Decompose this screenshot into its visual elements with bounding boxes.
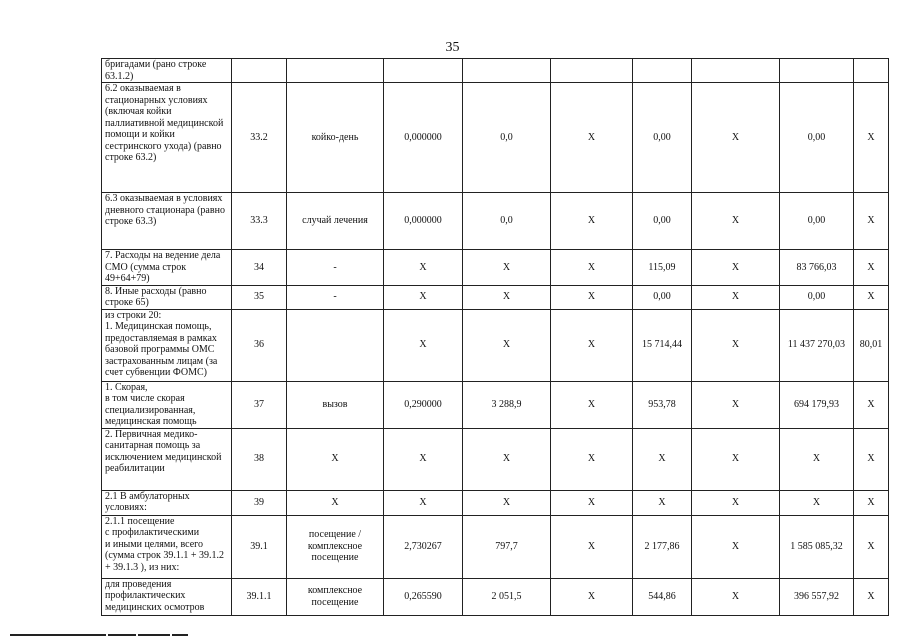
table-cell: X [551,428,633,490]
table-cell: X [854,490,889,515]
table-cell: посещение / комплексное посещение [287,515,384,578]
table-cell [633,59,692,83]
table-cell: - [287,285,384,309]
table-cell: X [854,578,889,615]
table-cell: 39 [232,490,287,515]
table-row [102,515,889,578]
table-cell: X [463,285,551,309]
data-table [101,58,889,616]
table-cell: X [633,490,692,515]
table-cell: X [551,515,633,578]
table-cell: 0,000000 [384,83,463,193]
table-cell: 2,730267 [384,515,463,578]
table-cell: X [287,490,384,515]
table-cell: X [384,285,463,309]
table-cell: 2 177,86 [633,515,692,578]
table-cell: 0,00 [633,193,692,250]
table-cell: 0,00 [780,285,854,309]
table-cell: X [854,381,889,428]
table-cell: 797,7 [463,515,551,578]
row-description-cell: 7. Расходы на ведение дела СМО (сумма строк 49+64+79) [102,250,232,286]
table-row [102,578,889,615]
table-cell: X [551,83,633,193]
table-row [102,250,889,286]
table-cell: X [854,83,889,193]
table-cell [551,59,633,83]
table-cell [384,59,463,83]
table-cell: 3 288,9 [463,381,551,428]
table-cell: X [384,309,463,381]
table-cell: 11 437 270,03 [780,309,854,381]
footer-rule [10,634,106,636]
table-cell: X [551,250,633,286]
table-cell: X [692,490,780,515]
table-cell: 115,09 [633,250,692,286]
table-cell: 33.2 [232,83,287,193]
table-cell: X [692,578,780,615]
table-cell: X [692,309,780,381]
table-cell: X [551,193,633,250]
table-cell: X [551,381,633,428]
table-cell [287,309,384,381]
table-cell: X [692,515,780,578]
table-cell [692,59,780,83]
table-cell: X [692,381,780,428]
table-cell: X [551,490,633,515]
table-cell: X [384,250,463,286]
table-cell: вызов [287,381,384,428]
table-cell [287,59,384,83]
row-description-cell: из строки 20: 1. Медицинская помощь, предоставляемая в рамках базовой программы ОМС застрахованным лицам (за счет субвенции ФОМС) [102,309,232,381]
table-cell: 544,86 [633,578,692,615]
table-cell: 80,01 [854,309,889,381]
table-cell: X [463,250,551,286]
table-cell: X [854,428,889,490]
table-cell: X [854,250,889,286]
row-description-cell: 1. Скорая, в том числе скорая специализированная, медицинская помощь [102,381,232,428]
page-number: 35 [445,40,460,55]
table-row [102,83,889,193]
table-row [102,490,889,515]
table-cell: 396 557,92 [780,578,854,615]
table-cell [780,59,854,83]
table-row [102,428,889,490]
table-cell: X [551,309,633,381]
table-cell: 0,0 [463,83,551,193]
table-cell: - [287,250,384,286]
row-description-cell: для проведения профилактических медицинских осмотров [102,578,232,615]
table-cell [854,59,889,83]
table-row [102,381,889,428]
footer-rule [172,634,188,636]
table-cell: 38 [232,428,287,490]
table-cell: X [780,490,854,515]
table-cell: 39.1.1 [232,578,287,615]
table-cell: 15 714,44 [633,309,692,381]
row-description-cell: 2.1 В амбулаторных условиях: [102,490,232,515]
table-cell: X [692,83,780,193]
table-cell: 34 [232,250,287,286]
table-cell: 0,265590 [384,578,463,615]
table-cell: X [384,428,463,490]
table-cell: 2 051,5 [463,578,551,615]
table-cell: 0,00 [633,83,692,193]
row-description-cell: 2. Первичная медико-санитарная помощь за исключением медицинской реабилитации [102,428,232,490]
table-cell: 33.3 [232,193,287,250]
table-cell: X [551,578,633,615]
table-cell [232,59,287,83]
table-cell: X [384,490,463,515]
table-cell: X [780,428,854,490]
table-cell: комплексное посещение [287,578,384,615]
table-cell: X [692,285,780,309]
table-cell: 0,0 [463,193,551,250]
row-description-cell: 6.2 оказываемая в стационарных условиях (включая койки паллиативной медицинской помощи и койки сестринского ухода) (равно строке 63.2) [102,83,232,193]
table-cell: X [463,490,551,515]
table-cell: X [692,193,780,250]
table-cell: X [854,285,889,309]
row-description-cell: 6.3 оказываемая в условиях дневного стационара (равно строке 63.3) [102,193,232,250]
table-row [102,193,889,250]
table-row [102,285,889,309]
table-cell: 1 585 085,32 [780,515,854,578]
table-cell: 83 766,03 [780,250,854,286]
table-row [102,309,889,381]
table-cell: 953,78 [633,381,692,428]
table-cell: 0,00 [780,193,854,250]
table-cell: 0,00 [633,285,692,309]
table-cell: 36 [232,309,287,381]
row-description-cell: бригадами (рано строке 63.1.2) [102,59,232,83]
table-cell: X [633,428,692,490]
table-cell: случай лечения [287,193,384,250]
table-cell: койко-день [287,83,384,193]
table-cell: X [692,250,780,286]
table-cell: X [854,515,889,578]
table-cell: 35 [232,285,287,309]
footer-rule [108,634,136,636]
table-cell: 694 179,93 [780,381,854,428]
table-cell: 0,00 [780,83,854,193]
row-description-cell: 8. Иные расходы (равно строке 65) [102,285,232,309]
table-cell: X [463,309,551,381]
table-cell: X [463,428,551,490]
table-cell: X [287,428,384,490]
table-row [102,59,889,83]
table-cell: 0,000000 [384,193,463,250]
table-cell: X [854,193,889,250]
table-cell: X [692,428,780,490]
table-cell: X [551,285,633,309]
table-cell: 37 [232,381,287,428]
table-cell: 0,290000 [384,381,463,428]
footer-rule [138,634,170,636]
table-cell [463,59,551,83]
table-cell: 39.1 [232,515,287,578]
row-description-cell: 2.1.1 посещение с профилактическими и иными целями, всего (сумма строк 39.1.1 + 39.1.2 + 39.1.3 ), из них: [102,515,232,578]
